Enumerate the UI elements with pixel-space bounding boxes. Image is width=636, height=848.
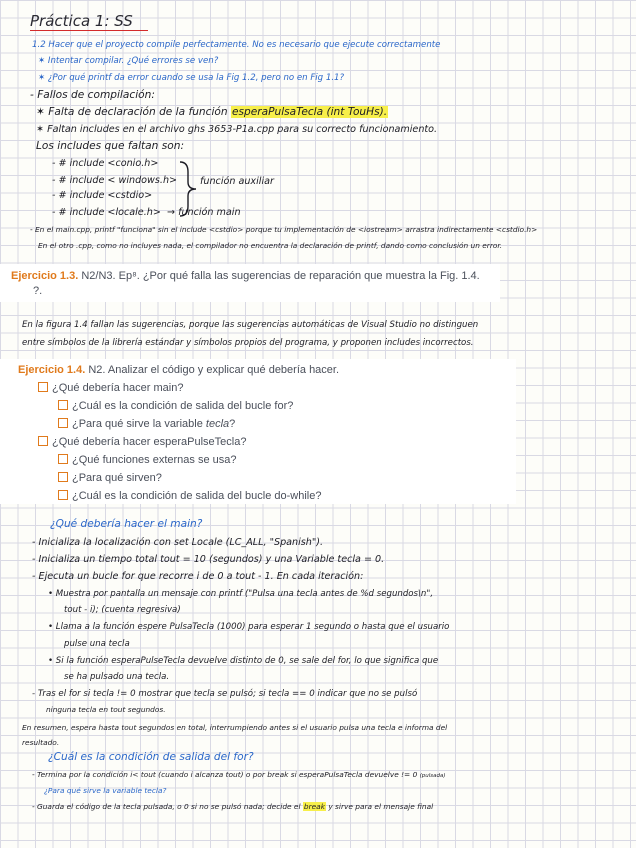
main-answer-9: se ha pulsado una tecla. [64,672,170,682]
checklist-item [38,382,183,394]
exercise-1-4-label: Ejercicio 1.4. [18,364,86,376]
for-exit-answer-note: (pulsada) [419,773,446,779]
main-answer-5: tout - i); (cuenta regresiva) [64,605,181,615]
main-answer-8: • Si la función esperaPulseTecla devuelve distinto de 0, se sale del for, lo que significa que [48,656,439,666]
main-answer-7: pulse una tecla [64,639,130,649]
checklist-item-text: ¿Qué funciones externas se usa? [72,454,237,466]
highlight-espera-function: esperaPulsaTecla (int TouHs). [231,106,388,118]
tecla-answer-post: y sirve para el mensaje final [325,802,434,811]
question-printf-error: ✶ ¿Por qué printf da error cuando se usa la Fig 1.2, pero no en Fig 1.1? [38,73,345,83]
exercise-1-4-text: N2. Analizar el código y explicar qué debería hacer. [85,364,340,376]
missing-includes-line: ✶ Faltan includes en el archivo ghs 3653-P1a.cpp para su correcto funcionamiento. [36,124,438,135]
checkbox-icon [58,418,68,428]
checklist-item-text: ¿Cuál es la condición de salida del bucle do-while? [72,490,322,502]
printf-explanation-2: En el otro .cpp, como no incluyes nada, el compilador no encuentra la declaración de printf, dando como conclusión un error. [38,241,503,250]
missing-declaration-text: ✶ Falta de declaración de la función [36,106,231,118]
exercise-1-3-text-cont: ?. [33,285,43,297]
main-answer-6: • Llama a la función espere PulsaTecla (1000) para esperar 1 segundo o hasta que el usuario [48,622,450,632]
title-underline [30,30,148,31]
for-exit-answer-text: - Termina por la condición i< tout (cuando i alcanza tout) o por break si esperaPulsaTecla devuelve != 0 [32,770,418,779]
checklist-item-text: ¿Qué debería hacer esperaPulseTecla? [52,436,247,448]
missing-declaration-line [36,106,388,118]
question-for-exit-heading: ¿Cuál es la condición de salida del for? [48,751,254,763]
question-compile-errors: ✶ Intentar compilar. ¿Qué errores se ven? [38,56,219,66]
tecla-answer-pre: - Guarda el código de la tecla pulsada, o 0 si no se pulsó nada; decide el [32,802,303,811]
exercise-1-3-label: Ejercicio 1.3. [11,270,79,282]
include-conio: - # include <conio.h> [52,158,159,169]
tecla-answer [32,802,433,811]
exercise-1-3-question [11,270,480,282]
includes-heading: Los includes que faltan son: [36,140,185,152]
exercise-1-3-text: N2/N3. Ep⁸. ¿Por qué falla las sugerencias de reparación que muestra la Fig. 1.4. [78,270,480,282]
answer-1-3-line2: entre símbolos de la librería estándar y símbolos propios del programa, y proponen includes incorrectos. [22,338,474,348]
checkbox-icon [58,472,68,482]
exercise-1-2-heading: 1.2 Hacer que el proyecto compile perfectamente. No es necesario que ejecute correctamente [32,40,441,50]
checkbox-icon [38,382,48,392]
include-locale-text: - # include <locale.h> [52,207,161,218]
checklist-item [58,472,162,484]
summary-line-1: En resumen, espera hasta tout segundos en total, interrumpiendo antes si el usuario pulsa una tecla e informa del [22,723,448,732]
checklist-item-text: ¿Para qué sirven? [72,472,162,484]
checklist-item [58,418,235,430]
page-title: Práctica 1: SS [30,12,133,30]
tecla-qmark: ? [229,418,236,430]
checklist-item [58,454,236,466]
main-answer-11: ninguna tecla en tout segundos. [46,705,166,714]
include-locale-note: → función main [166,207,241,218]
answer-1-3-line1: En la figura 1.4 fallan las sugerencias, porque las sugerencias automáticas de Visual Studio no distinguen [22,320,479,330]
checkbox-icon [58,454,68,464]
include-locale [52,207,241,218]
checkbox-icon [58,400,68,410]
checkbox-icon [38,436,48,446]
checklist-item [38,436,246,448]
printf-explanation-1: - En el main.cpp, printf "funciona" sin el include <cstdio> porque tu implementación de <iostream> arrastra indirectamente <cstdio.h> [30,225,538,234]
checklist-item-text: ¿Para qué sirve la variable [72,418,206,430]
main-answer-4: • Muestra por pantalla un mensaje con printf ("Pulsa una tecla antes de %d segundos\n", [48,589,434,599]
brace-label: función auxiliar [200,176,274,187]
for-exit-answer [32,770,446,779]
checklist-item [58,490,321,502]
main-answer-2: - Inicializa un tiempo total tout = 10 (segundos) y una Variable tecla = 0. [32,554,385,565]
checklist-item-text: ¿Qué debería hacer main? [52,382,184,394]
checklist-item [58,400,293,412]
summary-line-2: resultado. [22,738,60,747]
exercise-1-4-card [0,359,516,504]
exercise-1-4-question [18,364,339,376]
exercise-1-3-card [0,264,500,302]
question-tecla-variable: ¿Para qué sirve la variable tecla? [44,786,167,795]
question-main-heading: ¿Qué debería hacer el main? [50,518,203,530]
highlight-break: break [303,802,325,811]
checklist-item-text: ¿Cuál es la condición de salida del bucle for? [72,400,294,412]
main-answer-3: - Ejecuta un bucle for que recorre i de 0 a tout - 1. En cada iteración: [32,571,364,582]
main-answer-10: - Tras el for si tecla != 0 mostrar que tecla se pulsó; si tecla == 0 indicar que no se pulsó [32,689,418,699]
main-answer-1: - Inicializa la localización con set Locale (LC_ALL, "Spanish"). [32,537,324,548]
include-windows: - # include < windows.h> [52,175,178,186]
tecla-word: tecla [205,418,230,430]
checkbox-icon [58,490,68,500]
include-cstdio: - # include <cstdio> [52,190,153,201]
compile-failures-heading: - Fallos de compilación: [30,89,155,101]
